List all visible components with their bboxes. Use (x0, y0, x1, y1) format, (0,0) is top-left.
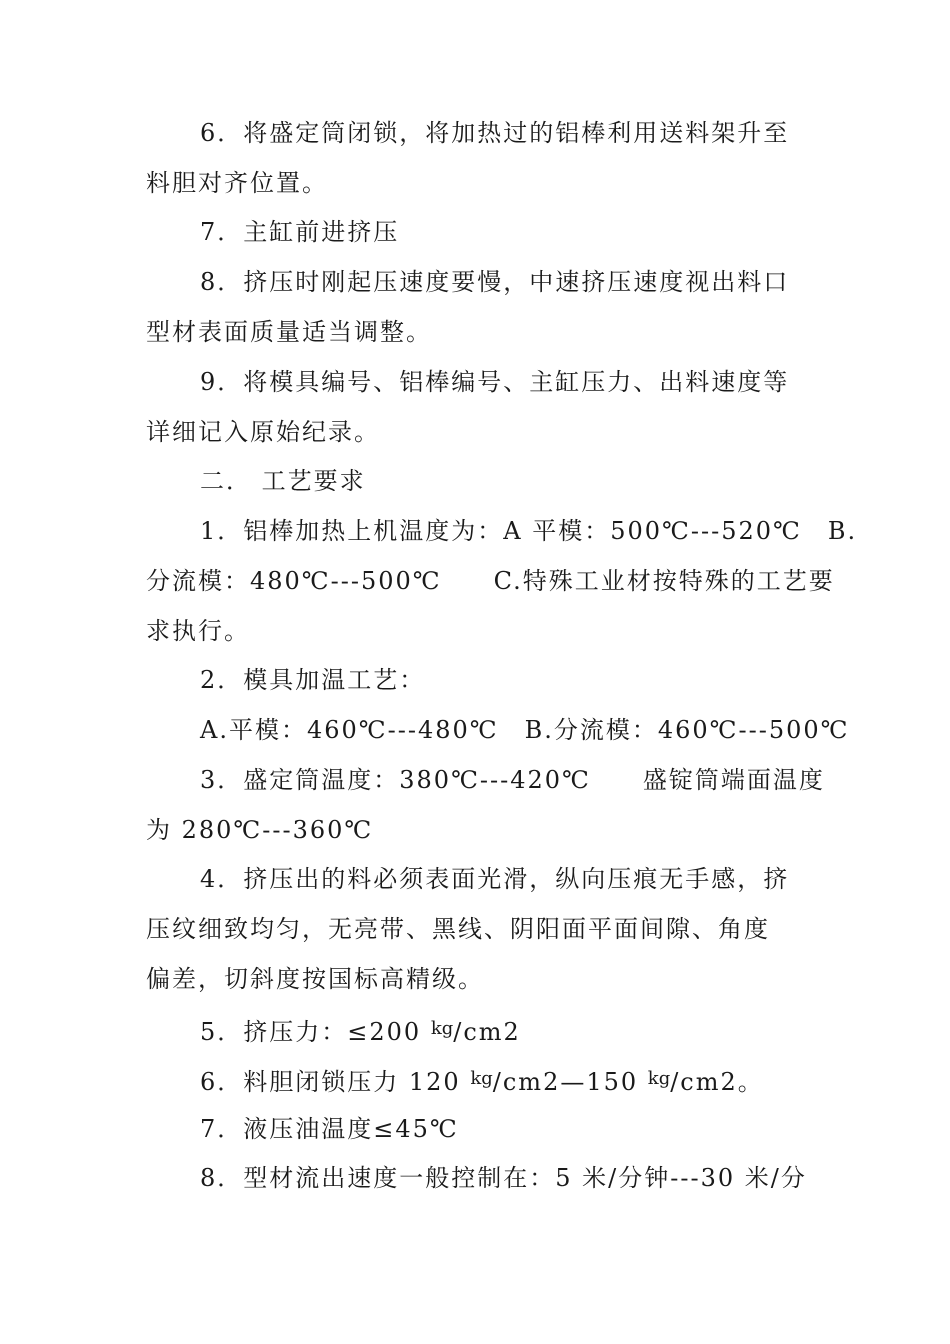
requirement-4-line-1: 4．挤压出的料必须表面光滑，纵向压痕无手感，挤 (200, 865, 790, 893)
requirement-1-line-3: 求执行。 (146, 617, 250, 645)
requirement-4-line-2: 压纹细致均匀，无亮带、黑线、阴阳面平面间隙、角度 (146, 915, 770, 943)
requirement-2-heading: 2．模具加温工艺： (200, 666, 426, 694)
paragraph-step-7: 7．主缸前进挤压 (200, 218, 400, 246)
paragraph-step-8-line-1: 8．挤压时刚起压速度要慢，中速挤压速度视出料口 (200, 268, 790, 296)
paragraph-step-9-line-1: 9．将模具编号、铝棒编号、主缸压力、出料速度等 (200, 368, 790, 396)
requirement-5-unit: /cm2 (453, 1018, 521, 1046)
requirement-7: 7．液压油温度≤45℃ (200, 1115, 459, 1143)
paragraph-step-8-line-2: 型材表面质量适当调整。 (146, 318, 432, 346)
requirement-3-line-1: 3．盛定筒温度：380℃---420℃ 盛锭筒端面温度 (200, 766, 825, 794)
requirement-1-line-2: 分流模：480℃---500℃ C.特殊工业材按特殊的工艺要 (146, 567, 835, 595)
requirement-6-mid: /cm2—150 (492, 1068, 648, 1096)
requirement-4-line-3: 偏差，切斜度按国标高精级。 (146, 965, 484, 993)
paragraph-step-6-line-1: 6．将盛定筒闭锁，将加热过的铝棒利用送料架升至 (200, 119, 790, 147)
requirement-1-line-1: 1．铝棒加热上机温度为：A 平模：500℃---520℃ B. (200, 517, 858, 545)
paragraph-step-9-line-2: 详细记入原始纪录。 (146, 418, 380, 446)
paragraph-step-6-line-2: 料胆对齐位置。 (146, 169, 328, 197)
requirement-5 (200, 1014, 521, 1044)
kg-unit: kg (470, 1068, 493, 1089)
requirement-6 (200, 1064, 764, 1094)
requirement-6-text: 6．料胆闭锁压力 120 (200, 1068, 471, 1096)
section-heading-process-requirements: 二． 工艺要求 (200, 467, 366, 495)
requirement-3-line-2: 为 280℃---360℃ (146, 816, 374, 844)
requirement-6-unit: /cm2。 (670, 1068, 764, 1096)
kg-unit: kg (430, 1018, 454, 1039)
kg-unit: kg (647, 1068, 671, 1089)
requirement-5-text: 5．挤压力：≤200 (200, 1018, 431, 1046)
requirement-8: 8．型材流出速度一般控制在：5 米/分钟---30 米/分 (200, 1164, 807, 1192)
requirement-2-detail: A.平模：460℃---480℃ B.分流模：460℃---500℃ (200, 716, 850, 744)
